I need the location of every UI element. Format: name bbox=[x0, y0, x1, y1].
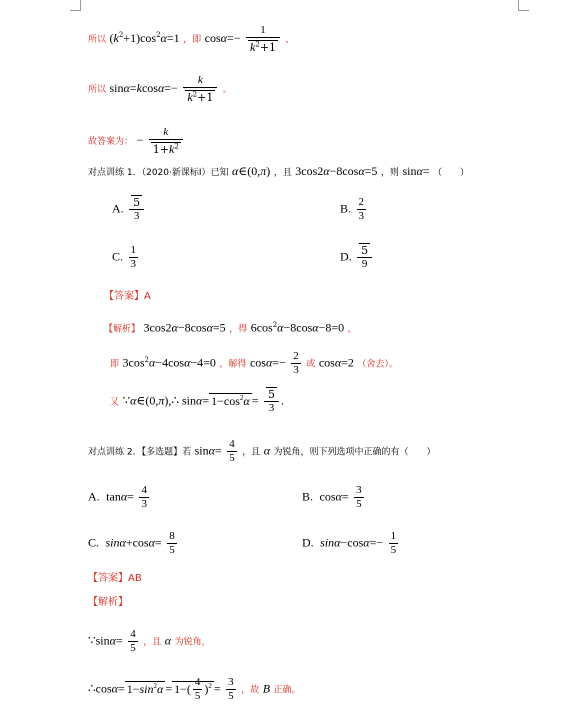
crop-mark-top-left bbox=[70, 0, 81, 11]
q1-option-b: B. $\frac{2}{3}$ bbox=[340, 196, 365, 222]
q2-option-c: C. sinα+cosα= $\frac{8}{5}$ bbox=[88, 530, 175, 556]
q1-analysis-line-1: 【解析】 3cos2α−8cosα=5 ，得 $6\cos^2\alpha-8\cos\alpha-8=0$ ， bbox=[104, 320, 357, 335]
derivation-line-1: 所以 $(k^2+1)\cos^2\alpha=1$ ，即 cosα=− $\frac{1}{k^2+1}$ ， bbox=[88, 24, 295, 54]
q2-analysis-tag: 【解析】 bbox=[88, 597, 128, 608]
derivation-line-2: 所以 sinα=kcosα=− $\frac{k}{k^2+1}$ 。 bbox=[88, 74, 232, 104]
q2-analysis-line-1: ∵sinα= $\frac{4}{5}$ ，且 α 为锐角， bbox=[88, 628, 211, 654]
q2-option-a: A. tanα= $\frac{4}{3}$ bbox=[88, 484, 147, 510]
answer-line: 故答案为： − $\frac{k}{1+k^2}$ bbox=[88, 126, 565, 156]
q2-option-d: D. sinα−cosα=− $\frac{1}{5}$ bbox=[302, 530, 397, 556]
question-1: 对点训练 1．（2020·新课标Ⅰ）已知 α∈(0,π) ，且 3cos2α−8cosα=5 ，则 sinα= （ ） bbox=[88, 164, 470, 178]
q1-analysis-line-2: 即 $3\cos^2\alpha-4\cos\alpha-4=0$ ，解得 cosα=− $\frac{2}{3}$ 或 cosα=2 （舍去）。 bbox=[110, 350, 398, 376]
q1-analysis-line-3: 又 ∵α∈(0,π),∴ $\sin\alpha= 1-\cos^2\alpha$ = $\frac{5}{3}$ . bbox=[110, 388, 284, 414]
q2-answer: 【答案】AB bbox=[88, 573, 142, 584]
q2-analysis-line-2: ∴cosα= $1-\sin^2\alpha = 1-$( $\frac{4}{5}$ )$^2$ = $\frac{3}{5}$ ，故 B 正确。 bbox=[88, 676, 301, 703]
q1-option-a: A. $\frac{5}{3}$ bbox=[112, 196, 146, 223]
q2-option-b: B. cosα= $\frac{3}{5}$ bbox=[302, 484, 362, 510]
q1-option-c: C. $\frac{1}{3}$ bbox=[112, 244, 137, 270]
question-2: 对点训练 2．【多选题】若 sinα= $\frac{4}{5}$ ，且 α 为锐角，则下列选项中正确的有（ ） bbox=[88, 438, 436, 464]
crop-mark-top-right bbox=[518, 0, 529, 11]
q1-answer: 【答案】A bbox=[104, 291, 151, 302]
q1-option-d: D. $\frac{5}{9}$ bbox=[340, 244, 374, 271]
